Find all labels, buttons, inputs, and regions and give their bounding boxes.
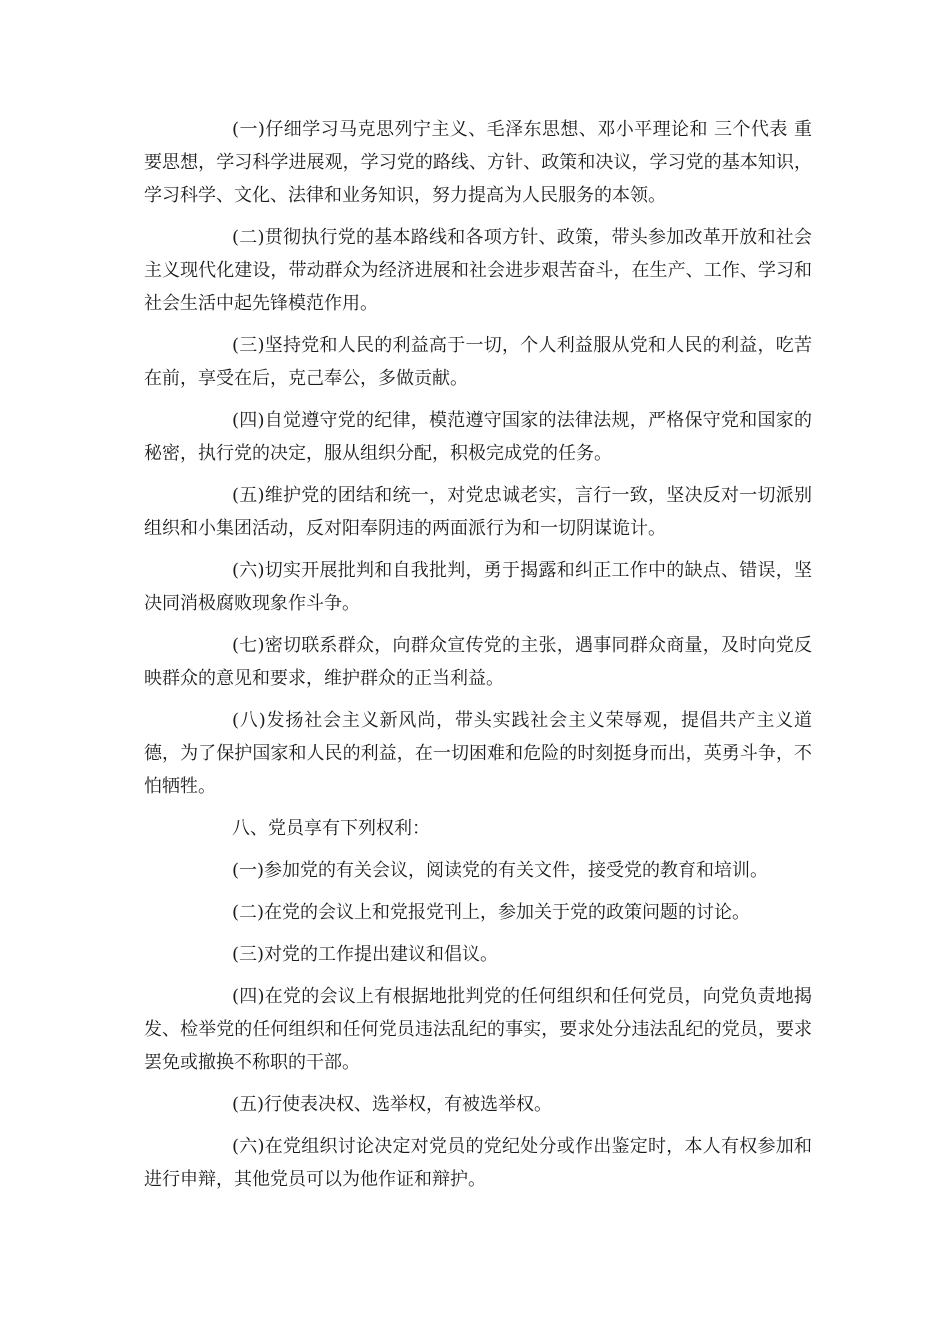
paragraph-right-6: (六)在党组织讨论决定对党员的党纪处分或作出鉴定时，本人有权参加和进行申辩，其他党员可以为他作证和辩护。 <box>144 1136 812 1190</box>
paragraph-duty-1: (一)仔细学习马克思列宁主义、毛泽东思想、邓小平理论和 三个代表 重要思想，学习科学进展观，学习党的路线、方针、政策和决议，学习党的基本知识，学习科学、文化、法律和业务知识，努力提高为人民服务的本领。 <box>144 119 812 206</box>
paragraph-right-2: (二)在党的会议上和党报党刊上，参加关于党的政策问题的讨论。 <box>232 902 751 923</box>
paragraph-right-4: (四)在党的会议上有根据地批判党的任何组织和任何党员，向党负责地揭发、检举党的任何组织和任何党员违法乱纪的事实，要求处分违法乱纪的党员，要求罢免或撤换不称职的干部。 <box>144 986 812 1073</box>
paragraph-duty-7: (七)密切联系群众，向群众宣传党的主张，遇事同群众商量，及时向党反映群众的意见和要求，维护群众的正当利益。 <box>144 635 812 689</box>
paragraph-duty-8: (八)发扬社会主义新风尚，带头实践社会主义荣辱观，提倡共产主义道德，为了保护国家和人民的利益，在一切困难和危险的时刻挺身而出，英勇斗争，不怕牺牲。 <box>144 710 812 797</box>
paragraph-duty-2: (二)贯彻执行党的基本路线和各项方针、政策，带头参加改革开放和社会主义现代化建设，带动群众为经济进展和社会进步艰苦奋斗，在生产、工作、学习和社会生活中起先锋模范作用。 <box>144 227 812 314</box>
paragraph-right-5: (五)行使表决权、选举权，有被选举权。 <box>232 1094 553 1115</box>
section-heading-rights: 八、党员享有下列权利： <box>232 818 430 839</box>
paragraph-duty-6: (六)切实开展批判和自我批判，勇于揭露和纠正工作中的缺点、错误，坚决同消极腐败现象作斗争。 <box>144 560 812 614</box>
paragraph-duty-3: (三)坚持党和人民的利益高于一切，个人利益服从党和人民的利益，吃苦在前，享受在后，克己奉公，多做贡献。 <box>144 335 812 389</box>
paragraph-right-1: (一)参加党的有关会议，阅读党的有关文件，接受党的教育和培训。 <box>232 860 769 881</box>
paragraph-right-3: (三)对党的工作提出建议和倡议。 <box>232 944 499 965</box>
paragraph-duty-4: (四)自觉遵守党的纪律，模范遵守国家的法律法规，严格保守党和国家的秘密，执行党的决定，服从组织分配，积极完成党的任务。 <box>144 410 812 464</box>
document-body <box>144 113 812 1205</box>
paragraph-duty-5: (五)维护党的团结和统一，对党忠诚老实，言行一致，坚决反对一切派别组织和小集团活动，反对阳奉阴违的两面派行为和一切阴谋诡计。 <box>144 485 812 539</box>
